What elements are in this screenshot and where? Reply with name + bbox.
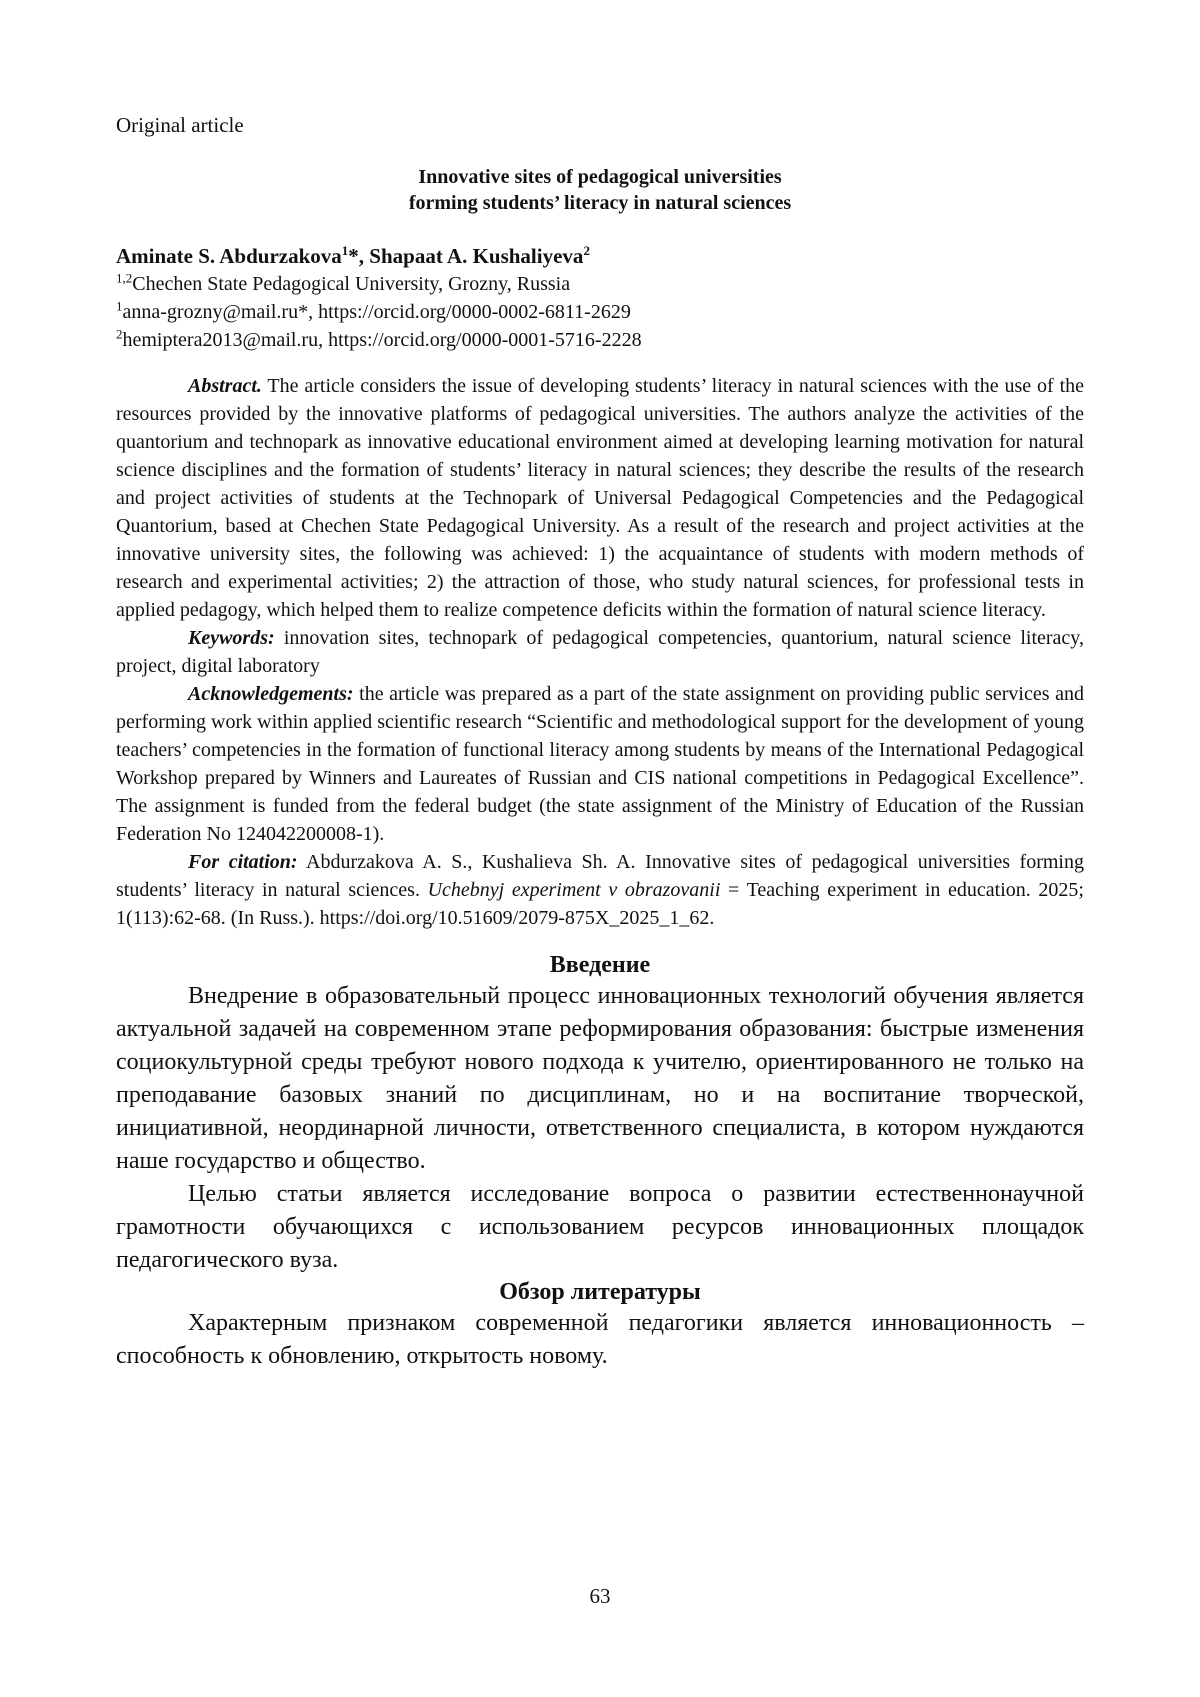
intro-paragraph-1: Внедрение в образовательный процесс инновационных технологий обучения является актуальной задачей на современном этапе реформирования образования: быстрые изменения социокультурной среды требуют нового подхода к учителю, ориентированного не только на преподавание базовых знаний по дисциплинам, но и на воспитание творческой, инициативной, неординарной личности, ответственного специалиста, в котором нуждаются наше государство и общество. xyxy=(116,983,1084,1174)
citation-label: For citation: xyxy=(188,851,298,873)
abstract-text: The article considers the issue of developing students’ literacy in natural sciences with the use of the resources provided by the innovative platforms of pedagogical universities. The authors analyze the activities of the quantorium and technopark as innovative educational environment aimed at developing learning motivation for natural science disciplines and the formation of students’ literacy in natural sciences; they describe the results of the research and project activities of students at the Technopark of Universal Pedagogical Competencies and the Pedagogical Quantorium, based at Chechen State Pedagogical University. As a result of the research and project activities at the innovative university sites, the following was achieved: 1) the acquaintance of students with modern methods of research and experimental activities; 2) the attraction of those, who study natural sciences, for professional tests in applied pedagogy, which helped them to realize competence deficits within the formation of natural science literacy. xyxy=(116,375,1084,621)
paper-page xyxy=(116,112,1084,1373)
review-heading: Обзор литературы xyxy=(499,1279,701,1305)
article-title xyxy=(116,164,1084,216)
english-summary xyxy=(116,372,1084,932)
intro-heading: Введение xyxy=(549,952,651,978)
author-2-name: Shapaat A. Kushaliyeva xyxy=(369,244,584,268)
affiliation-mark: 1,2 xyxy=(116,270,133,286)
contact-1-text: anna-grozny@mail.ru*, https://orcid.org/0000-0002-6811-2629 xyxy=(122,301,631,323)
affiliation xyxy=(116,270,1084,298)
citation-text-after: = Teaching experiment in education. 2025; 1(113):62-68. (In Russ.). https://doi.org/10.51609/2079-875X_2025_1_62. xyxy=(116,879,1084,929)
acknowledgements-label: Acknowledgements: xyxy=(188,683,354,705)
contact-line-1 xyxy=(116,298,1084,326)
intro-paragraph-2: Целью статьи является исследование вопроса о развитии естественнонаучной грамотности обучающихся с использованием ресурсов инновационных площадок педагогического вуза. xyxy=(116,1181,1084,1273)
citation-paragraph xyxy=(116,848,1084,932)
page-number: 63 xyxy=(589,1584,611,1608)
abstract-paragraph xyxy=(116,372,1084,624)
citation-text-before: Abdurzakova A. S., Kushalieva Sh. A. Innovative sites of pedagogical universities forming students’ literacy in natural sciences. xyxy=(116,851,1084,901)
acknowledgements-paragraph xyxy=(116,680,1084,848)
contact-1-mark: 1 xyxy=(116,298,123,314)
citation-journal: Uchebnyj experiment v obrazovanii xyxy=(427,879,721,901)
author-1-name: Aminate S. Abdurzakova xyxy=(116,244,342,268)
keywords-label: Keywords: xyxy=(188,627,275,649)
review-paragraph-1: Характерным признаком современной педагогики является инновационность – способность к обновлению, открытость новому. xyxy=(116,1310,1084,1369)
keywords-text: innovation sites, technopark of pedagogical competencies, quantorium, natural science literacy, project, digital laboratory xyxy=(116,627,1084,677)
acknowledgements-text: the article was prepared as a part of the state assignment on providing public services and performing work within applied scientific research “Scientific and methodological support for the development of young teachers’ competencies in the formation of functional literacy among students by means of the International Pedagogical Workshop prepared by Winners and Laureates of Russian and CIS national competitions in Pedagogical Excellence”. The assignment is funded from the federal budget (the state assignment of the Ministry of Education of the Russian Federation No 124042200008-1). xyxy=(116,683,1084,845)
article-type: Original article xyxy=(116,113,244,137)
author-separator: , xyxy=(358,244,370,268)
contact-2-text: hemiptera2013@mail.ru, https://orcid.org/0000-0001-5716-2228 xyxy=(122,329,642,351)
author-list xyxy=(116,242,1084,270)
russian-body xyxy=(116,950,1084,1373)
title-line-1: Innovative sites of pedagogical universities xyxy=(418,166,782,188)
affiliation-text: Chechen State Pedagogical University, Grozny, Russia xyxy=(132,273,571,295)
author-1-affiliation-mark: 1 xyxy=(341,243,349,258)
abstract-label: Abstract. xyxy=(188,375,262,397)
keywords-paragraph xyxy=(116,624,1084,680)
corresponding-author-mark: * xyxy=(348,244,359,268)
contact-2-mark: 2 xyxy=(116,326,123,342)
contact-line-2 xyxy=(116,326,1084,354)
title-line-2: forming students’ literacy in natural sciences xyxy=(408,192,792,214)
author-2-affiliation-mark: 2 xyxy=(583,243,590,258)
